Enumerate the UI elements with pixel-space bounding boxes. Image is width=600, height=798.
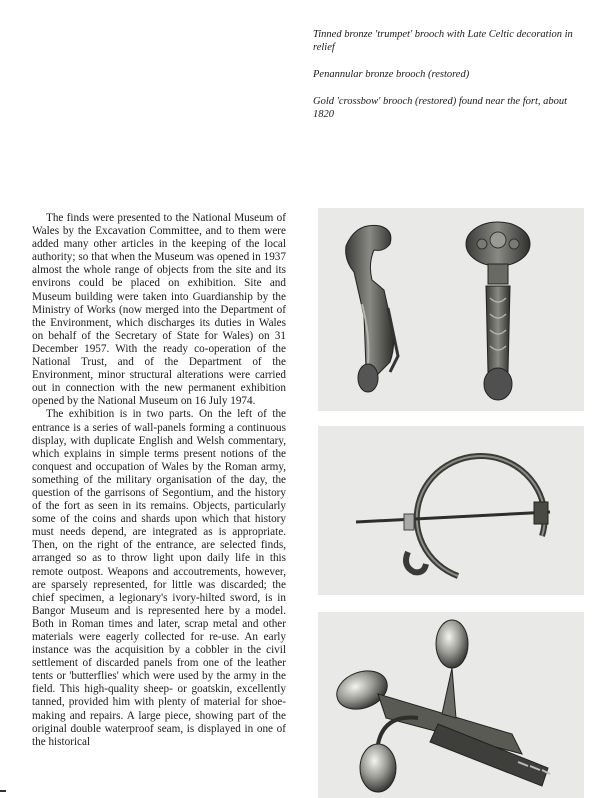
paragraph-finds: The finds were presented to the National Museum of Wales by the Excavation Committee, and to them were added many other articles in the keeping of the local authority; so that when the Museum was opened in 1937 almost the whole range of objects from the site and its environs could be placed on exhibition. Site and Museum building were taken into Guardianship by the Ministry of Works (now merged into the Department of the Environment, which discharges its duties in Wales on behalf of the Secretary of State for Wales) on 31 December 1957. With the ready co-operation of the National Trust, and of the Department of the Environment, minor structural alterations were carried out in connection with the new permanent exhibition opened by the National Museum on 16 July 1974. (32, 212, 286, 408)
trumpet-brooch-side-view (346, 225, 398, 392)
trumpet-brooch-photo (318, 208, 584, 411)
paragraph-exhibition: The exhibition is in two parts. On the left of the entrance is a series of wall-panels forming a continuous display, with duplicate English and Welsh commentary, which explains in simple terms present notions of the conquest and occupation of Wales by the Roman army, something of the military organisation of the day, the question of the garrisons of Segontium, and the history of the fort as seen in its remains. Objects, particularly some of the coins and shards upon which that history must needs depend, are integrated as is appropriate. Then, on the right of the entrance, are selected finds, arranged so as to throw light upon daily life in this remote outpost. Weapons and accoutrements, however, are sparsely represented, for little was discarded; the chief specimen, a legionary's ivory-hilted sword, is in Bangor Museum and is represented here by a model. Both in Roman times and later, scrap metal and other materials were eagerly collected for re-use. An early instance was the acquisition by a cobbler in the civil settlement of discarded panels from one of the leather tents or 'butterflies' which were used by the army in the field. This high-quality sheep- or goatskin, excellently tanned, provided him with plenty of material for shoe-making and repairs. A large piece, showing part of the original double waterproof seam, is displayed in one of the historical (32, 408, 286, 748)
trumpet-brooch-image (318, 208, 584, 411)
photo-captions (313, 28, 583, 135)
trumpet-brooch-front-view (466, 222, 530, 400)
caption-crossbow-brooch: Gold 'crossbow' brooch (restored) found near the fort, about 1820 (313, 96, 568, 120)
caption-penannular-brooch: Penannular bronze brooch (restored) (313, 69, 470, 80)
body-text-column (32, 212, 286, 749)
caption-trumpet-brooch: Tinned bronze 'trumpet' brooch with Late Celtic decoration in relief (313, 29, 573, 53)
crossbow-brooch (331, 620, 550, 792)
crossbow-brooch-image (318, 612, 584, 798)
penannular-brooch-photo (318, 426, 584, 595)
penannular-brooch (356, 456, 550, 576)
page-edge-mark (0, 790, 6, 792)
penannular-brooch-image (318, 426, 584, 595)
crossbow-brooch-photo (318, 612, 584, 798)
